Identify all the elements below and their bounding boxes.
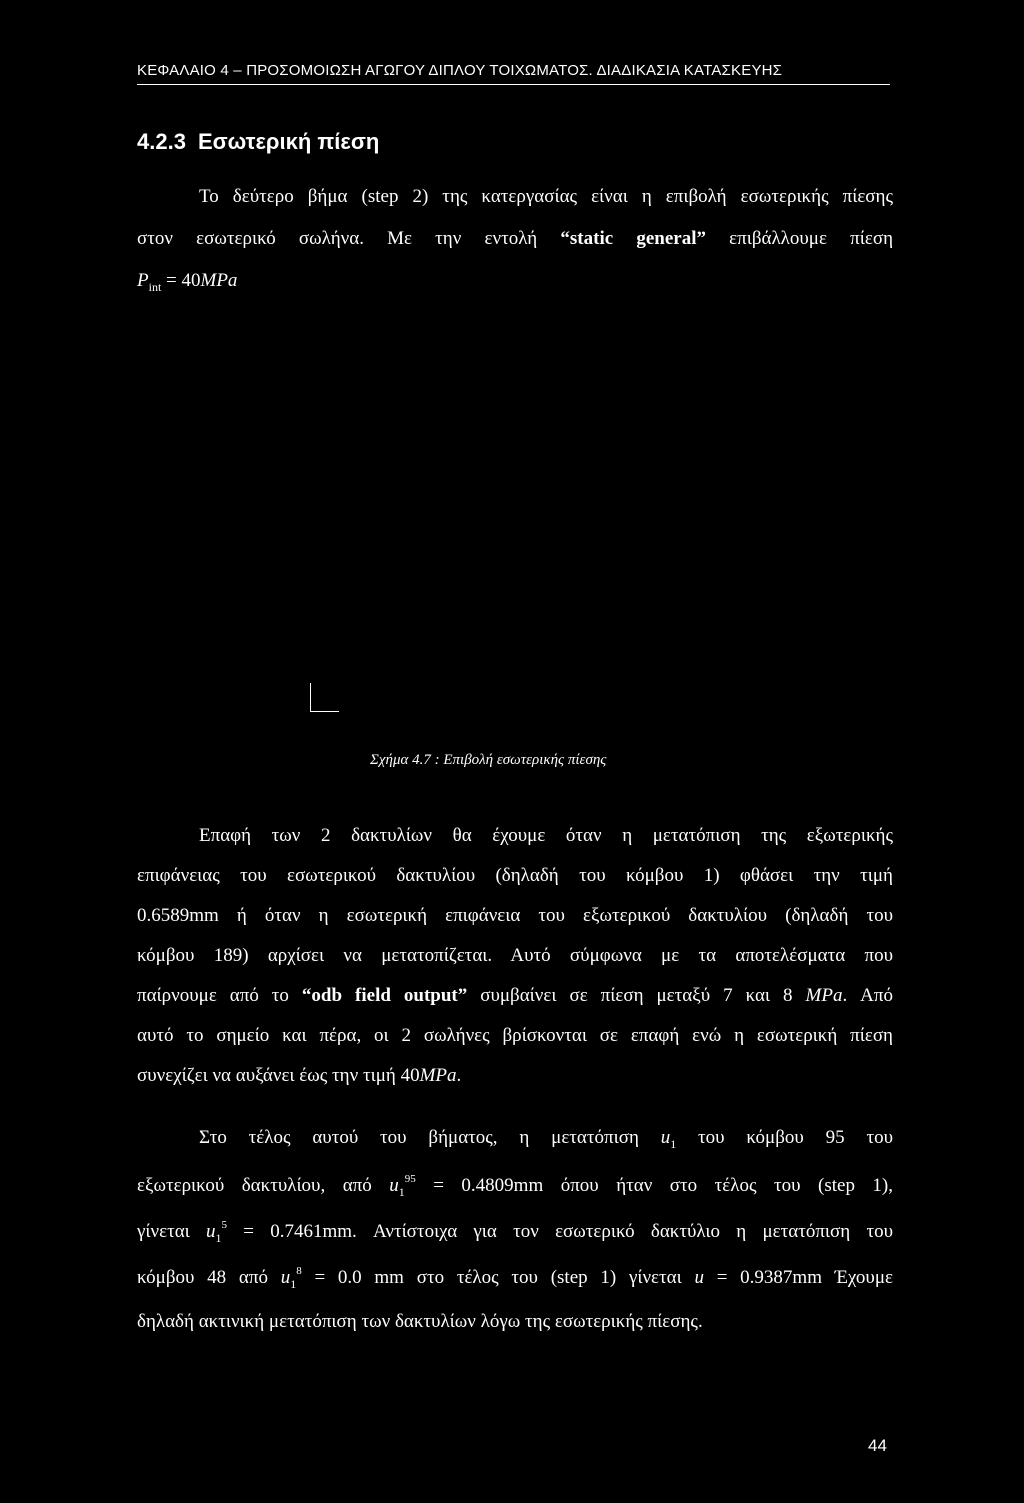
- section-heading: [137, 129, 379, 155]
- paragraph-line: Επαφή των 2 δακτυλίων θα έχουμε όταν η μετατόπιση της εξωτερικής: [199, 825, 893, 846]
- paragraph-line: γίνεται $u_1^5 = 0.7461mm$. Αντίστοιχα για τον εσωτερικό δακτύλιο η μετατόπιση του: [137, 1219, 894, 1245]
- paragraph-line: δηλαδή ακτινική μετατόπιση των δακτυλίων λόγω της εσωτερικής πίεσης.: [137, 1311, 703, 1332]
- page-number: 44: [868, 1436, 887, 1455]
- command-name: “static general”: [560, 228, 706, 249]
- paragraph-line: επιφάνειας του εσωτερικού δακτυλίου (δηλαδή του κόμβου 1) φθάσει την τιμή: [137, 865, 893, 886]
- intro-line: Το δεύτερο βήμα (step 2) της κατεργασίας είναι η επιβολή εσωτερικής πίεσης: [199, 186, 893, 207]
- paragraph-line: κόμβου 189) αρχίσει να μετατοπίζεται. Αυτό σύμφωνα με τα αποτελέσματα που: [137, 945, 893, 966]
- section-title: Εσωτερική πίεση: [197, 129, 380, 154]
- running-header: ΚΕΦΑΛΑΙΟ 4 – ΠΡΟΣΟΜΟΙΩΣΗ ΑΓΩΓΟΥ ΔΙΠΛΟΥ ΤΟΙΧΩΜΑΤΟΣ. ΔΙΑΔΙΚΑΣΙΑ ΚΑΤΑΣΚΕΥΗΣ: [137, 62, 783, 79]
- paragraph-line: 0.6589mm ή όταν η εσωτερική επιφάνεια του εξωτερικού δακτυλίου (δηλαδή του: [137, 905, 893, 926]
- intro-line: στον εσωτερικό σωλήνα. Με την εντολή “static general” επιβάλλουμε πίεση: [137, 228, 894, 249]
- pressure-equation: $P_{int} = 40MPa$: [137, 270, 238, 294]
- paragraph-line: εξωτερικού δακτυλίου, από $u_1^{95} = 0.4809mm$ όπου ήταν στο τέλος του (step 1),: [137, 1173, 894, 1199]
- section-number: 4.2.3: [137, 129, 186, 154]
- paragraph-line: Στο τέλος αυτού του βήματος, η μετατόπιση $u_1$ του κόμβου 95 του: [199, 1127, 893, 1151]
- command-name: “odb field output”: [301, 985, 468, 1006]
- paragraph-line: κόμβου 48 από $u_1^8 = 0.0$ mm στο τέλος του (step 1) γίνεται u = 0.9387mm Έχουμε: [137, 1265, 893, 1291]
- header-rule: [137, 84, 890, 85]
- paragraph-line: αυτό το σημείο και πέρα, οι 2 σωλήνες βρίσκονται σε επαφή ενώ η εσωτερική πίεση: [137, 1025, 893, 1046]
- paragraph-line: παίρνουμε από το “odb field output” συμβαίνει σε πίεση μεταξύ 7 και 8 MPa. Από: [137, 985, 893, 1006]
- paragraph-line: συνεχίζει να αυξάνει έως την τιμή 40MPa.: [137, 1065, 462, 1086]
- figure-axis-marker: [310, 683, 339, 712]
- figure-caption: Σχήμα 4.7 : Επιβολή εσωτερικής πίεσης: [370, 752, 607, 768]
